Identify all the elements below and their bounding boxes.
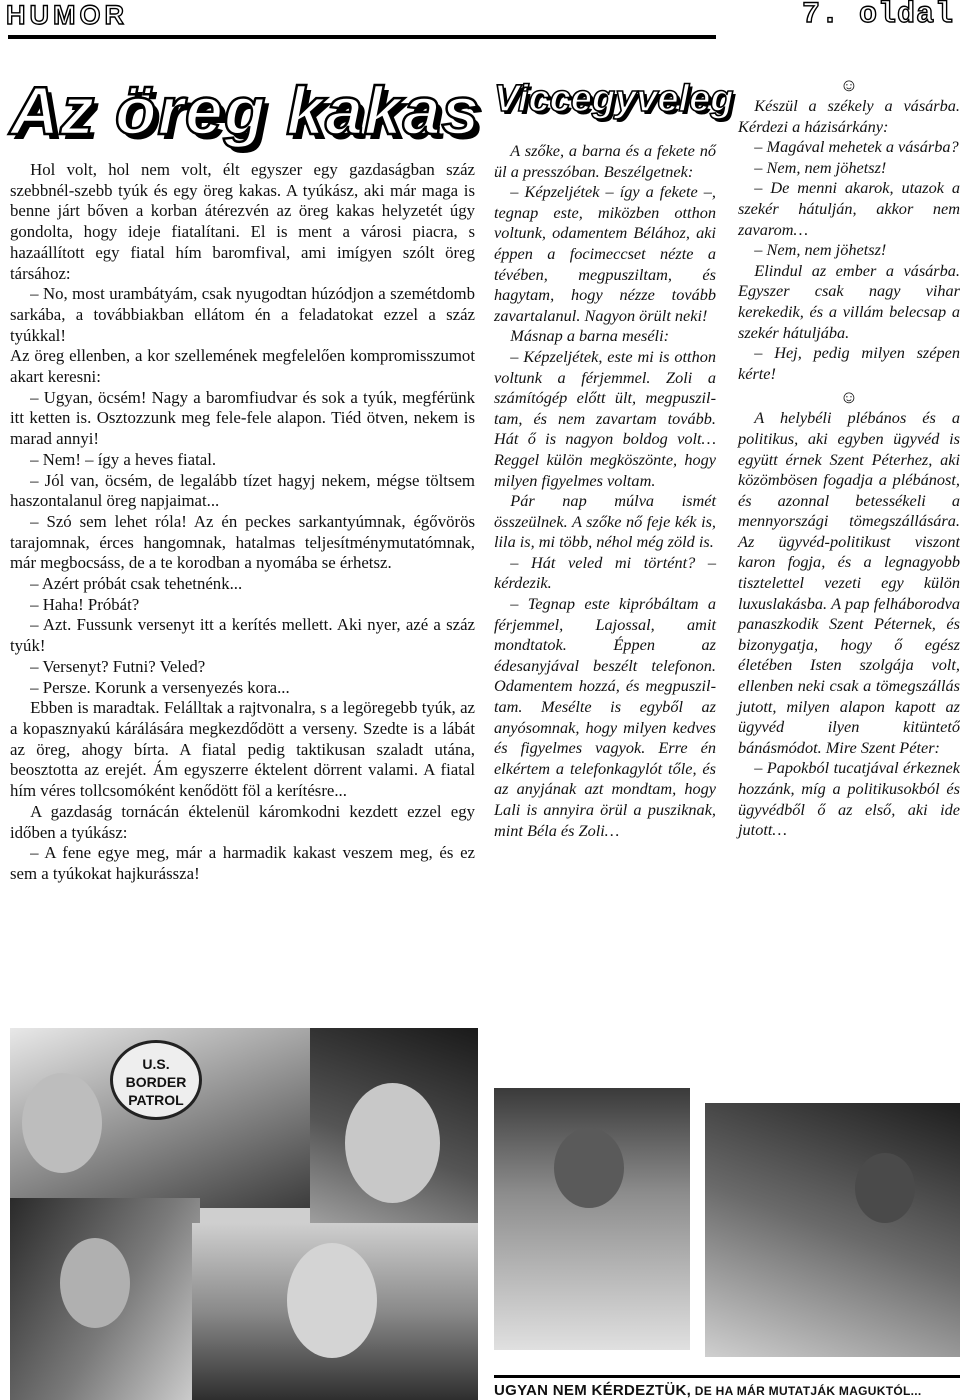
joke-paragraph: – Képzeljétek, este mi is otthon voltunk a férjemmel. Zoli a számítógép előtt ült, megpusziltam, és nem zavartam tovább. Hát ő is nagyon boldog volt… Reggel külön megköszönte, hogy milyen figyelmes voltam. bbox=[494, 346, 716, 490]
photo-sideline-men bbox=[705, 1103, 960, 1357]
face-shape bbox=[345, 1083, 440, 1203]
caption-rest: DE HA MÁR MUTATJÁK MAGUKTÓL... bbox=[694, 1384, 922, 1398]
page-number: 7. oldal bbox=[801, 0, 954, 32]
jokes-column-right bbox=[738, 72, 960, 841]
article-title: Az öreg kakas bbox=[10, 73, 481, 149]
face-shape bbox=[60, 1238, 130, 1328]
article-paragraph: – A fene egye meg, már a harmadik kakast veszem meg, és ez sem a tyúkokat hajkurássza! bbox=[10, 843, 475, 883]
joke-paragraph: – Nem, nem jöhetsz! bbox=[754, 157, 887, 177]
section-name: HUMOR bbox=[6, 0, 128, 30]
joke-paragraph: – De menni akarok, utazok a szekér hátulján, akkor nem zavarom… bbox=[738, 178, 960, 239]
joke-paragraph: – Hej, pedig milyen szépen kérte! bbox=[738, 343, 960, 383]
smiley-icon: ☺ bbox=[839, 75, 859, 95]
article-paragraph: Hol volt, hol nem volt, élt egyszer egy gazdaságban száz szebbnél-szebb tyúk és egy öreg kakas. A tyúkász, aki már maga is benne járt bőven a korban átérezvén az öreg kakas helyzetét úgy gondolta, hogy ideje fiatalítani. El is ment a városi piacra, s hazaállított egy fiatal hím baromfival, ami imígyen szólt öreg társához: bbox=[10, 160, 475, 283]
jokes-column-middle bbox=[494, 141, 716, 841]
jokes-title: Viccegyveleg bbox=[494, 78, 734, 120]
article-paragraph: – Persze. Korunk a versenyezés kora... bbox=[30, 677, 290, 697]
article-paragraph: – Jól van, öcsém, de legalább tízet hagyj nekem, mégse töltsem haszontalanul öreg napjaimat... bbox=[10, 470, 475, 511]
photo-politician-3 bbox=[10, 1198, 200, 1400]
article-paragraph: A gazdaság tornácán éktelenül káromkodni kezdett ezzel egy időben a tyúkász: bbox=[10, 801, 475, 842]
header-rule bbox=[8, 35, 716, 39]
joke-paragraph: – Tegnap este kipróbáltam a férjemmel, Lajossal, amit mondtatok. Éppen az édesanyjával beszélt telefonon. Odamentem hozzá, és megpusziltam. Mesélte is egyből az anyósomnak, hogy milyen kedves és figyelmes vagyok. Erre én elkértem a telefonkagylót tőle, és az anyjának azt mondtam, hogy Lali is annyira örül a pusziknak, mint Béla és Zoli… bbox=[494, 594, 716, 840]
article-body bbox=[10, 160, 475, 885]
photo-politician-4 bbox=[192, 1223, 478, 1400]
border-patrol-sign: U.S. BORDER PATROL bbox=[110, 1040, 202, 1120]
photo-caption bbox=[494, 1375, 960, 1400]
face-shape bbox=[855, 1153, 915, 1223]
joke-paragraph: Pár nap múlva ismét összeülnek. A szőke nő feje kék is, lila is, mi több, néhol még zöld is. bbox=[494, 491, 716, 552]
joke-paragraph: – Papokból tucatjával érkeznek hozzánk, míg a politikusokból és ügyvédből ő az első, aki ide jutott… bbox=[738, 758, 960, 840]
joke-paragraph: Készül a székely a vásárba. Kérdezi a házisárkány: bbox=[738, 96, 960, 136]
joke-paragraph: A helybéli plébános és a politikus, aki egyben ügyvéd is együtt érnek Szent Péterhez, aki közömbösen fogadja a plébánost, és azonnal betessékeli a mennyországi tömegszállására. Az ügyvéd-politikust viszont karon fogja, és a legnagyobb tisztelettel vezeti egy külön luxuslakásba. A pap felháborodva panaszkodik Szent Péternek, és bizonygatja, hogy ő egész életében Isten szolgája volt, ellenben neki csak a tömegszállás jutott, milyen alapon kapott az ügyvéd ilyen kitüntető bánásmódot. Mire Szent Péter: bbox=[738, 408, 960, 757]
face-shape bbox=[554, 1128, 624, 1208]
article-paragraph: – Azért próbát csak tehetnénk... bbox=[30, 574, 243, 594]
article-paragraph: – Szó sem lehet róla! Az én peckes sarkantyúmnak, égővörös tarajomnak, érces hangomnak, hatalmas teljesítménymutatómnak, már megbocsáss, de a te korodban a nyomába se érhetsz. bbox=[10, 511, 475, 573]
article-paragraph: – No, most urambátyám, csak nyugodtan húzódjon a szemétdomb sarkába, a továbbiakban ellátom én a feladatokat ezzel a száz tyúkkal! bbox=[10, 284, 475, 345]
article-paragraph: – Versenyt? Futni? Veled? bbox=[30, 656, 206, 676]
joke-paragraph: – Képzeljétek – így a fekete –, tegnap este, miközben otthon voltunk, odamentem Bélához, aki éppen a focimeccset nézte a tévében, megpusziltam, és hagytam, hogy nézze tovább zavartalanul. Nagyon örült neki! bbox=[494, 182, 716, 325]
joke-paragraph: – Magával mehetek a vásárba? bbox=[754, 137, 959, 157]
face-shape bbox=[22, 1073, 102, 1173]
smiley-icon: ☺ bbox=[839, 387, 859, 408]
photo-collage bbox=[10, 1028, 478, 1400]
photo-seated-man bbox=[494, 1088, 690, 1350]
article-paragraph: – Azt. Fussunk versenyt itt a kerítés mellett. Aki nyer, azé a száz tyúk! bbox=[10, 615, 475, 656]
caption-lead: UGYAN NEM KÉRDEZTÜK, bbox=[494, 1382, 692, 1399]
joke-paragraph: A szőke, a barna és a fekete nő ül a presszóban. Beszélgetnek: bbox=[494, 141, 716, 181]
article-paragraph: – Nem! – így a heves fiatal. bbox=[30, 449, 217, 469]
article-paragraph: Az öreg ellenben, a kor szellemének megfelelően kompromisszumot akart keresni: bbox=[10, 346, 475, 387]
photo-politician-1 bbox=[10, 1028, 315, 1208]
joke-paragraph: Másnap a barna meséli: bbox=[510, 326, 670, 346]
article-paragraph: – Ugyan, öcsém! Nagy a baromfiudvar és sok a tyúk, megférünk itt ketten is. Osztozzunk meg fele-fele alapon. Tiéd ötven, nekem is marad annyi! bbox=[10, 387, 475, 449]
joke-paragraph: Elindul az ember a vásárba. Egyszer csak nagy vihar kerekedik, és a villám belecsap a szekér hátuljába. bbox=[738, 260, 960, 342]
article-paragraph: – Haha! Próbát? bbox=[30, 594, 140, 614]
face-shape bbox=[287, 1243, 377, 1358]
joke-paragraph: – Nem, nem jöhetsz! bbox=[754, 240, 887, 260]
joke-paragraph: – Hát veled mi történt? – kérdezik. bbox=[494, 552, 716, 593]
article-paragraph: Ebben is maradtak. Felálltak a rajtvonalra, s a legöregebb tyúk, az a kopasznyakú kárálására megkezdődött a verseny. Szedte is a lábát az öreg, ahogy bírta. A fiatal pedig taktikusan szaladt utána, beosztotta az erejét. Ám egyszerre éktelent dörrent valami. A fiatal hím véres tollcsomóként kenődött föl a kerítésre... bbox=[10, 698, 475, 801]
